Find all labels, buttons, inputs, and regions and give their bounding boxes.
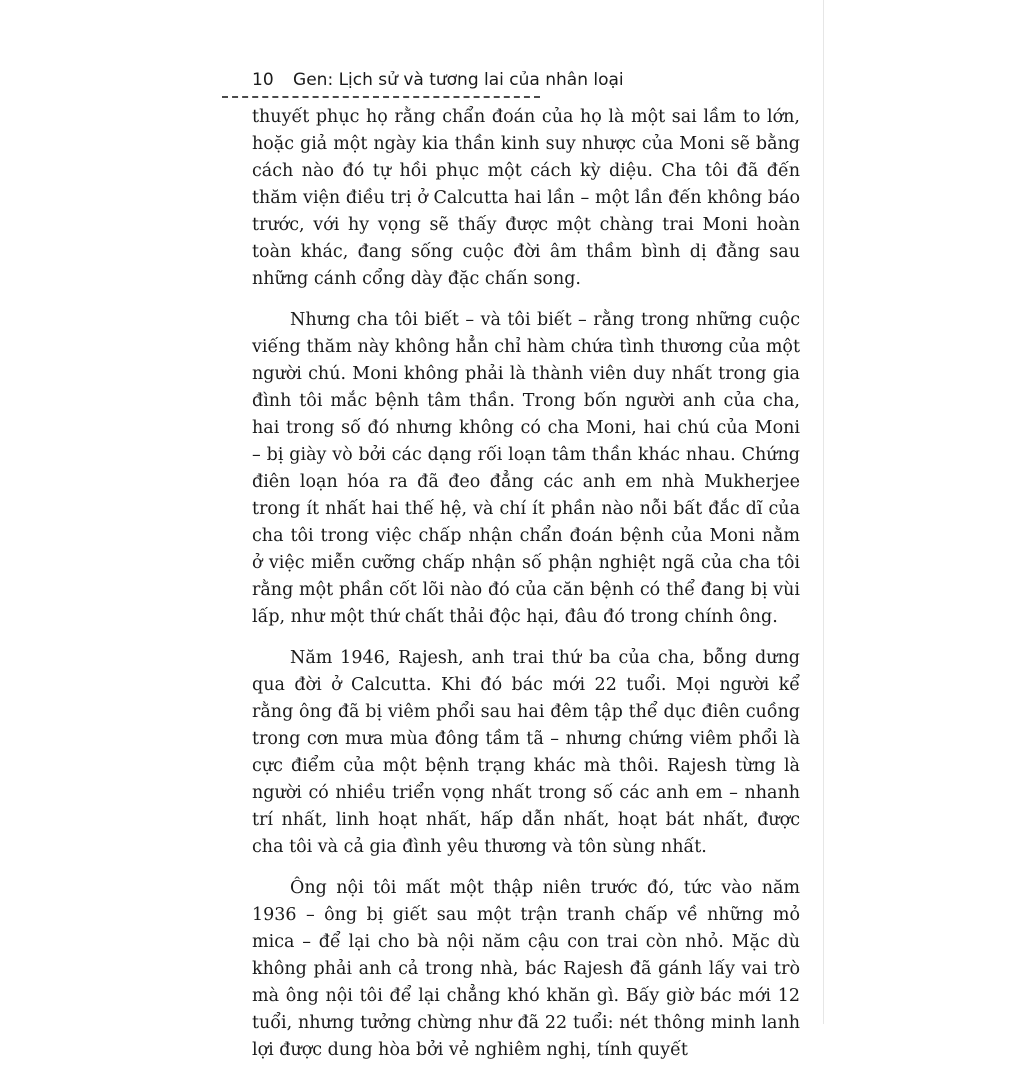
paragraph-2: Nhưng cha tôi biết – và tôi biết – rằng trong những cuộc viếng thăm này không hẳn chỉ hàm chứa tình thương của một người chú. Moni không phải là thành viên duy nhất trong gia đình tôi mắc bệnh tâm thần. Trong bốn người anh của cha, hai trong số đó nhưng không có cha Moni, hai chú của Moni – bị giày vò bởi các dạng rối loạn tâm thần khác nhau. Chứng điên loạn hóa ra đã đeo đẳng các anh em nhà Mukherjee trong ít nhất hai thế hệ, và chí ít phần nào nỗi bất đắc dĩ của cha tôi trong việc chấp nhận chẩn đoán bệnh của Moni nằm ở việc miễn cưỡng chấp nhận số phận nghiệt ngã của cha tôi rằng một phần cốt lõi nào đó của căn bệnh có thể đang bị vùi lấp, như một thứ chất thải độc hại, đâu đó trong chính ông.: [252, 310, 800, 627]
paragraph-3: Năm 1946, Rajesh, anh trai thứ ba của cha, bỗng dưng qua đời ở Calcutta. Khi đó bác mới 22 tuổi. Mọi người kể rằng ông đã bị viêm phổi sau hai đêm tập thể dục điên cuồng trong cơn mưa mùa đông tầm tã – nhưng chứng viêm phổi là cực điểm của một bệnh trạng khác mà thôi. Rajesh từng là người có nhiều triển vọng nhất trong số các anh em – nhanh trí nhất, linh hoạt nhất, hấp dẫn nhất, hoạt bát nhất, được cha tôi và cả gia đình yêu thương và tôn sùng nhất.: [252, 648, 800, 857]
paragraph-4: Ông nội tôi mất một thập niên trước đó, tức vào năm 1936 – ông bị giết sau một trận tranh chấp về những mỏ mica – để lại cho bà nội năm cậu con trai còn nhỏ. Mặc dù không phải anh cả trong nhà, bác Rajesh đã gánh lấy vai trò mà ông nội tôi để lại chẳng khó khăn gì. Bấy giờ bác mới 12 tuổi, nhưng tưởng chừng như đã 22 tuổi: nét thông minh lanh lợi được dung hòa bởi vẻ nghiêm nghị, tính quyết: [252, 878, 800, 1060]
page-edge: [823, 0, 824, 1024]
paragraph-1: thuyết phục họ rằng chẩn đoán của họ là một sai lầm to lớn, hoặc giả một ngày kia thần kinh suy nhược của Moni sẽ bằng cách nào đó tự hồi phục một cách kỳ diệu. Cha tôi đã đến thăm viện điều trị ở Calcutta hai lần – một lần đến không báo trước, với hy vọng sẽ thấy được một chàng trai Moni hoàn toàn khác, đang sống cuộc đời âm thầm bình dị đằng sau những cánh cổng dày đặc chấn song.: [252, 107, 800, 289]
running-header: [252, 70, 624, 90]
page-number: 10: [252, 70, 274, 90]
header-rule: [222, 96, 540, 98]
body-text: [252, 104, 800, 1078]
book-title: Gen: Lịch sử và tương lai của nhân loại: [293, 70, 624, 90]
